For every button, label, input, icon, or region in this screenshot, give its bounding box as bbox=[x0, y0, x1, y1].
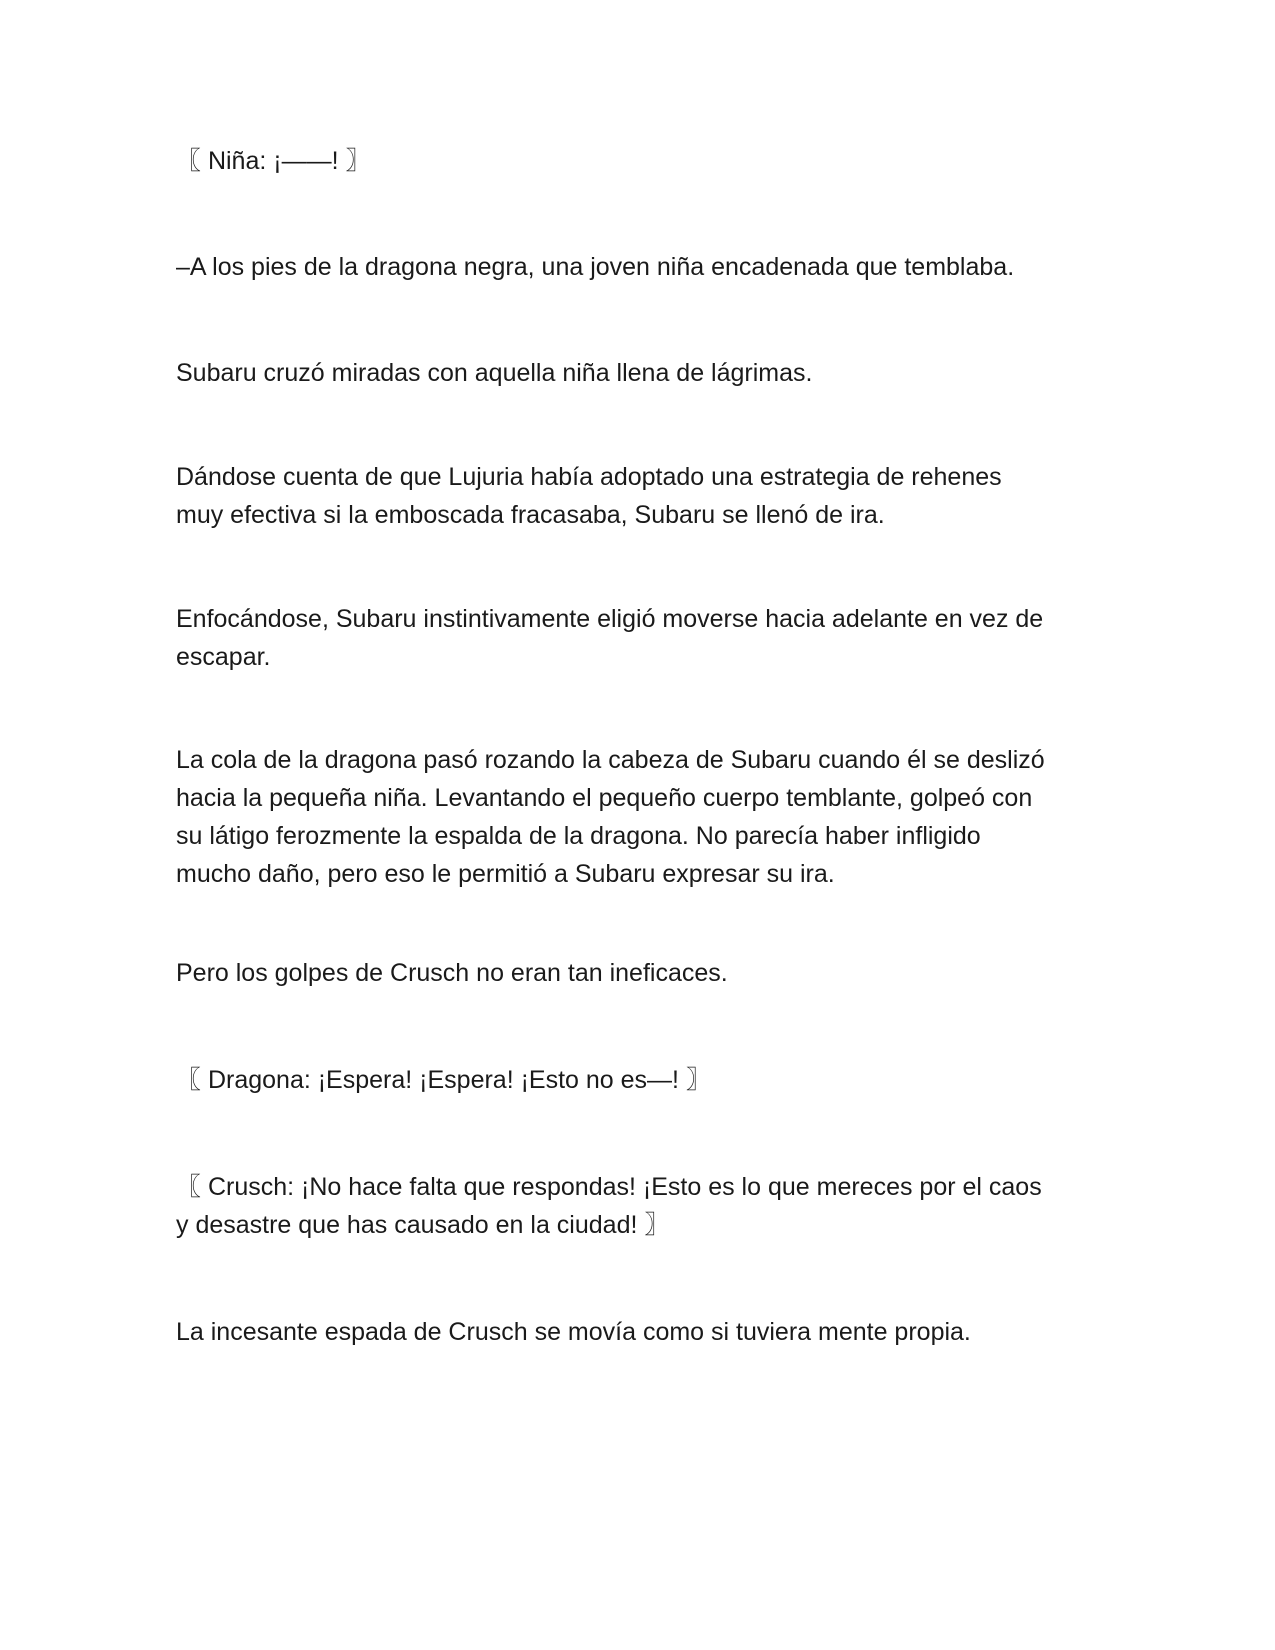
text-line: 〖 Dragona: ¡Espera! ¡Espera! ¡Esto no es—! 〗 bbox=[176, 1066, 711, 1094]
text-line: 〖 Niña: ¡——! 〗 bbox=[176, 147, 371, 175]
paragraph-dragon-feet bbox=[176, 248, 1106, 286]
text-line: su látigo ferozmente la espalda de la dragona. No parecía haber infligido bbox=[176, 822, 981, 850]
paragraph-lujuria-strategy bbox=[176, 458, 1106, 534]
text-line: escapar. bbox=[176, 643, 271, 671]
dialogue-crusch bbox=[176, 1168, 1106, 1244]
text-line: Enfocándose, Subaru instintivamente eligió moverse hacia adelante en vez de bbox=[176, 605, 1044, 633]
dialogue-nina bbox=[176, 142, 1106, 180]
paragraph-subaru-glance bbox=[176, 354, 1106, 392]
text-line: muy efectiva si la emboscada fracasaba, Subaru se llenó de ira. bbox=[176, 501, 885, 529]
text-line: Pero los golpes de Crusch no eran tan ineficaces. bbox=[176, 959, 728, 987]
paragraph-crusch-sword bbox=[176, 1313, 1106, 1351]
paragraph-focus-forward bbox=[176, 600, 1106, 676]
text-line: y desastre que has causado en la ciudad! 〗 bbox=[176, 1211, 670, 1239]
text-line: –A los pies de la dragona negra, una joven niña encadenada que temblaba. bbox=[176, 253, 1015, 281]
text-line: Subaru cruzó miradas con aquella niña llena de lágrimas. bbox=[176, 359, 813, 387]
text-line: La cola de la dragona pasó rozando la cabeza de Subaru cuando él se deslizó bbox=[176, 746, 1045, 774]
text-line: mucho daño, pero eso le permitió a Subaru expresar su ira. bbox=[176, 860, 835, 888]
text-line: hacia la pequeña niña. Levantando el pequeño cuerpo temblante, golpeó con bbox=[176, 784, 1033, 812]
paragraph-tail-whip bbox=[176, 741, 1106, 893]
text-line: 〖 Crusch: ¡No hace falta que respondas! ¡Esto es lo que mereces por el caos bbox=[176, 1173, 1042, 1201]
text-line: Dándose cuenta de que Lujuria había adoptado una estrategia de rehenes bbox=[176, 463, 1002, 491]
dialogue-dragona bbox=[176, 1061, 1106, 1099]
paragraph-crusch-blows bbox=[176, 954, 1106, 992]
text-line: La incesante espada de Crusch se movía como si tuviera mente propia. bbox=[176, 1318, 971, 1346]
